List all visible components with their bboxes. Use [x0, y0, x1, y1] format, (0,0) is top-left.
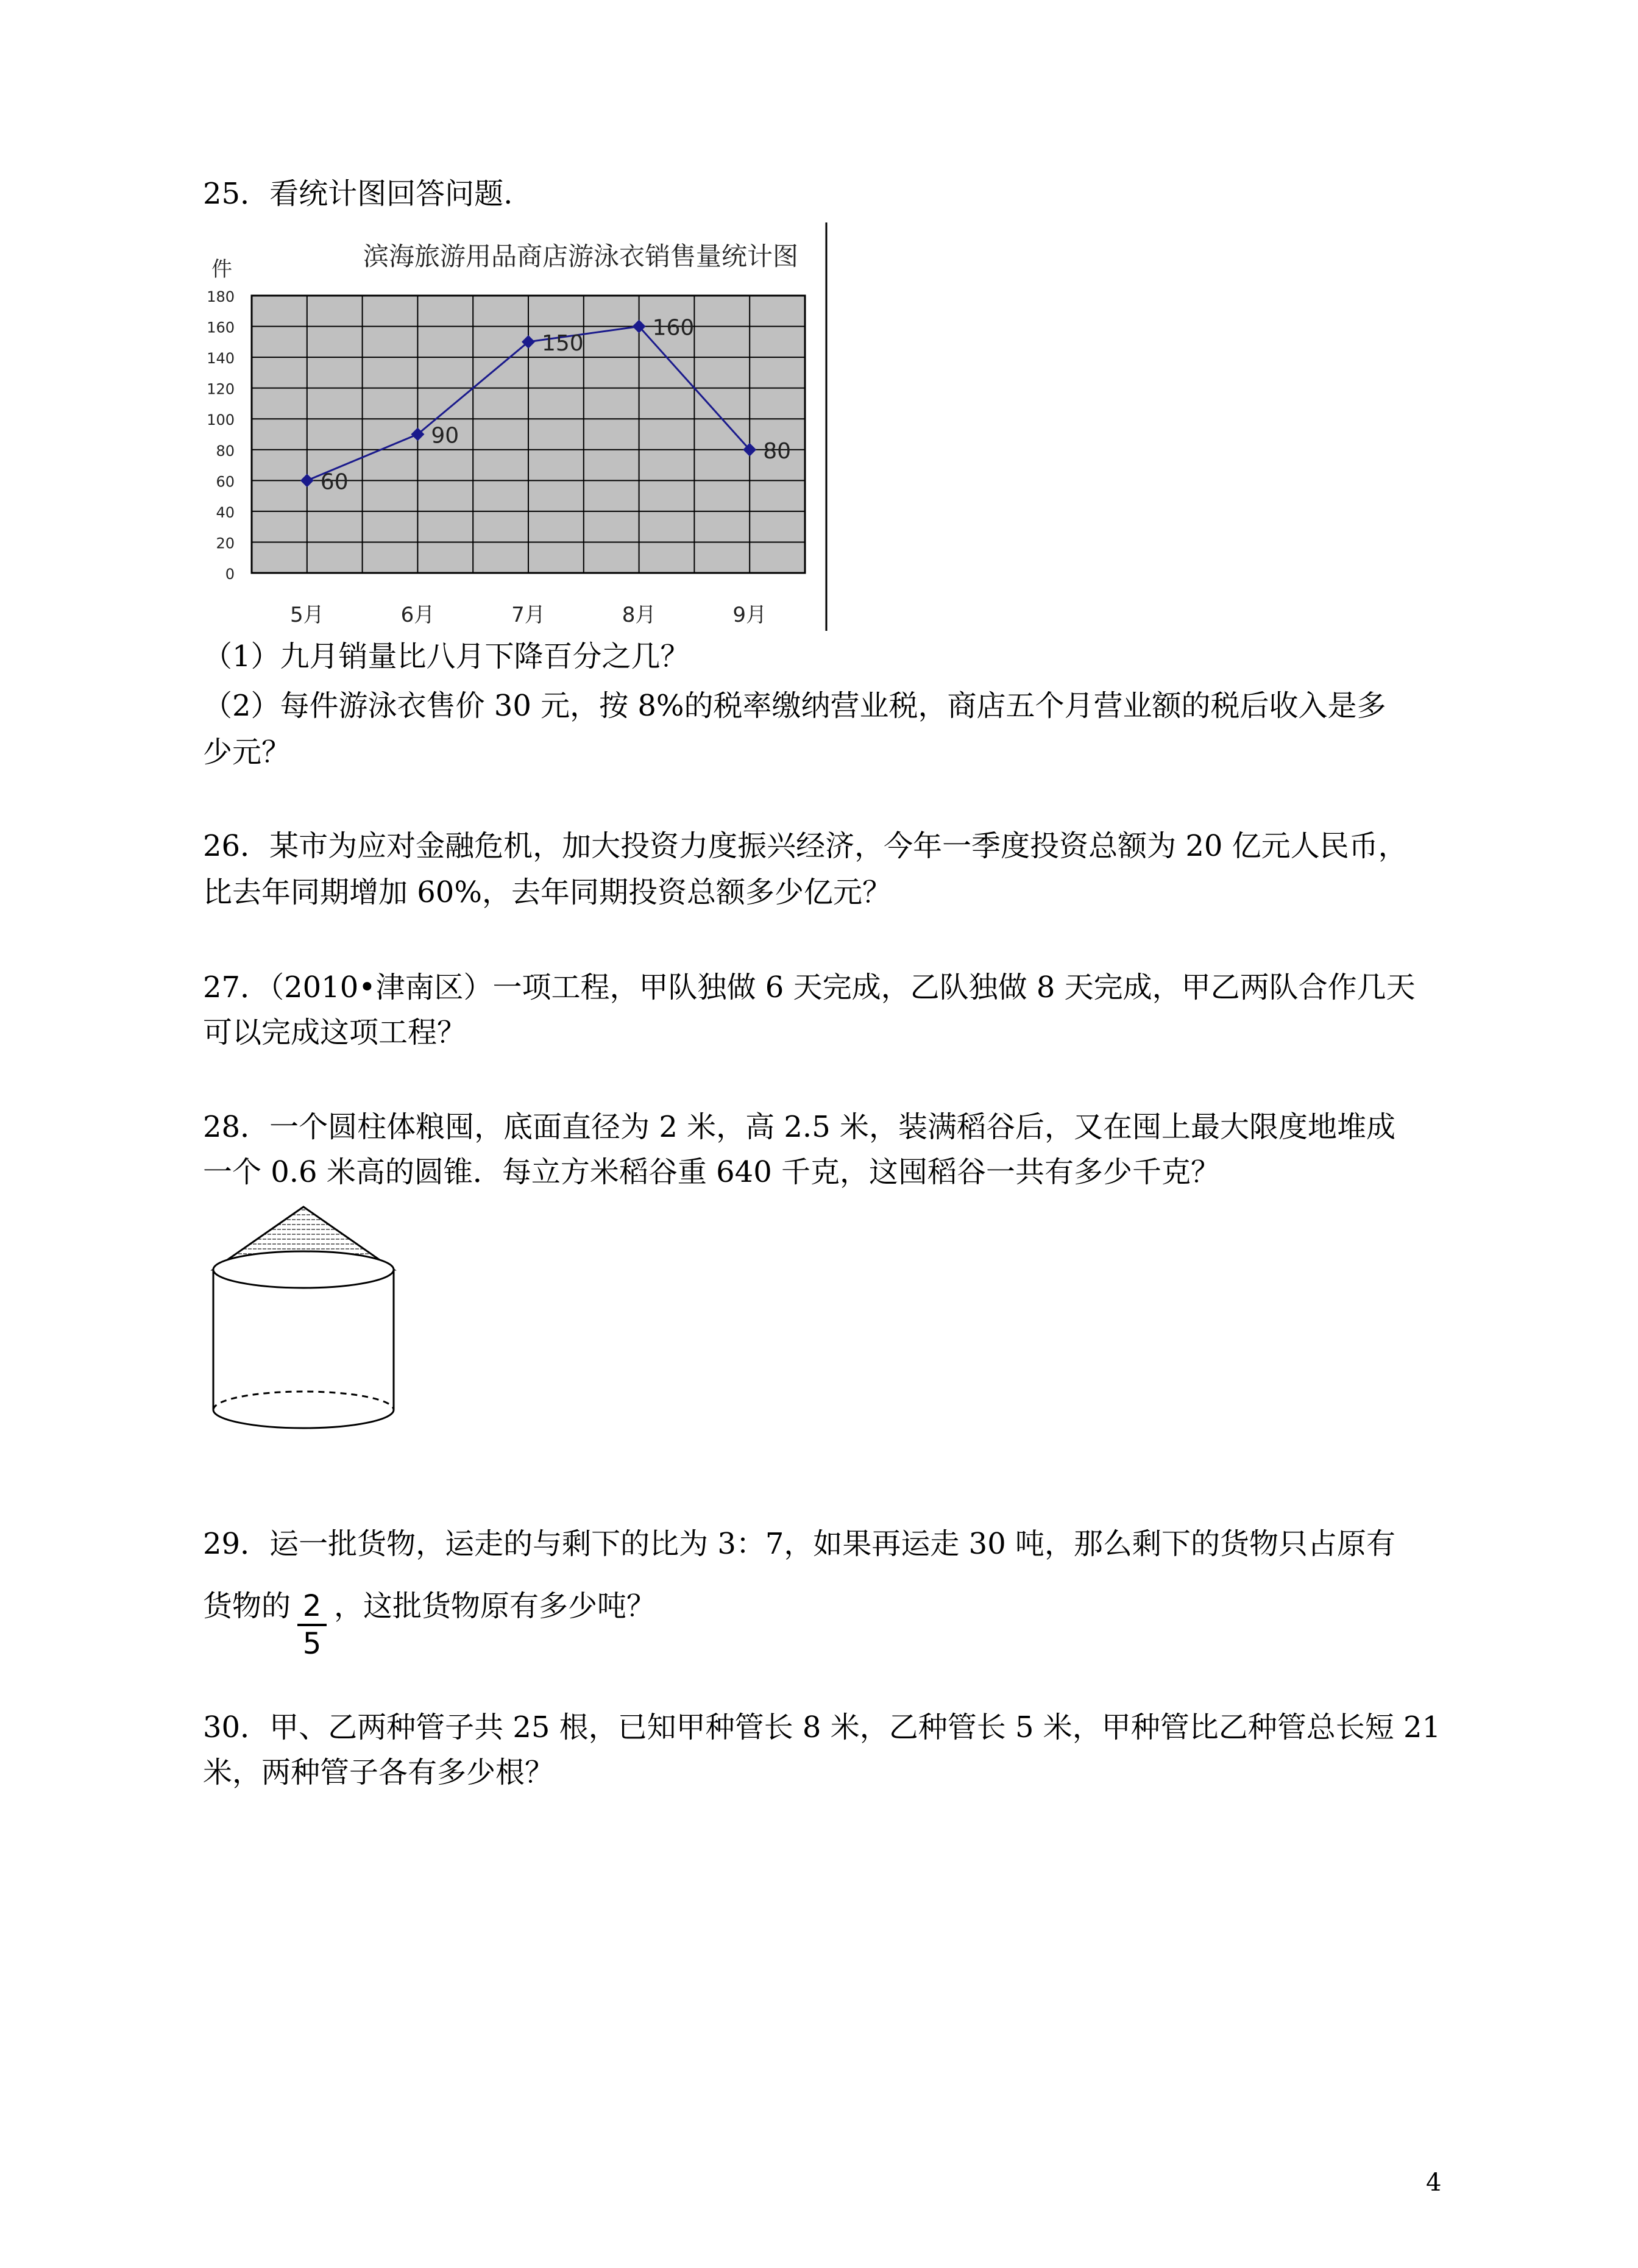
q27-line2: 可以完成这项工程？	[203, 1015, 467, 1050]
q25-sub2-line2: 少元？	[203, 735, 291, 769]
q25-sub2-line1: （2）每件游泳衣售价 30 元，按 8%的税率缴纳营业税，商店五个月营业额的税后收入是多	[203, 689, 1386, 723]
y-tick-label: 120	[207, 380, 235, 398]
y-tick-label: 20	[216, 535, 235, 552]
data-label: 80	[763, 438, 792, 464]
granary-figure	[201, 1198, 408, 1454]
y-tick-label: 80	[216, 442, 235, 460]
cylinder-bottom-back	[213, 1392, 394, 1410]
y-tick-label: 160	[207, 319, 235, 336]
data-label: 90	[431, 423, 459, 449]
q30-line1: 30．甲、乙两种管子共 25 根，已知甲种管长 8 米，乙种管长 5 米，甲种管比乙种管总长短 21	[203, 1710, 1441, 1744]
y-tick-label: 60	[216, 473, 235, 491]
fraction	[295, 1590, 329, 1660]
q29-line2-suffix: ，这批货物原有多少吨？	[334, 1589, 656, 1623]
data-label: 150	[542, 330, 584, 356]
q26-line1: 26．某市为应对金融危机，加大投资力度振兴经济，今年一季度投资总额为 20 亿元人民币，	[203, 829, 1408, 863]
q25-sub1: （1）九月销量比八月下降百分之几？	[203, 639, 690, 674]
x-tick-label: 9月	[732, 603, 767, 627]
y-axis-unit: 件	[211, 257, 232, 282]
fraction-bar	[297, 1624, 327, 1626]
x-tick-label: 6月	[400, 603, 435, 627]
chart-title: 滨海旅游用品商店游泳衣销售量统计图	[363, 241, 799, 271]
x-tick-label: 7月	[511, 603, 545, 627]
q25-heading: 25．看统计图回答问题.	[203, 177, 513, 211]
q27-line1: 27．（2010•津南区）一项工程，甲队独做 6 天完成，乙队独做 8 天完成，甲乙两队合作几天	[203, 970, 1416, 1004]
q28-line2: 一个 0.6 米高的圆锥．每立方米稻谷重 640 千克，这囤稻谷一共有多少千克？	[203, 1155, 1220, 1189]
sales-line-chart	[203, 222, 861, 643]
cylinder-bottom-front	[213, 1410, 394, 1428]
plot-area	[207, 288, 805, 627]
y-tick-label: 40	[216, 503, 235, 521]
q26-line2: 比去年同期增加 60%，去年同期投资总额多少亿元？	[203, 875, 892, 909]
fraction-numerator: 2	[302, 1589, 322, 1623]
y-tick-label: 180	[207, 288, 235, 305]
q29-line2-prefix: 货物的	[203, 1589, 291, 1623]
data-label: 60	[320, 469, 349, 495]
y-tick-label: 100	[207, 411, 235, 429]
page-number: 4	[1426, 2169, 1442, 2197]
q30-line2: 米，两种管子各有多少根？	[203, 1755, 555, 1790]
q29-line1: 29．运一批货物，运走的与剩下的比为 3：7，如果再运走 30 吨，那么剩下的货物只占原有	[203, 1527, 1396, 1561]
x-tick-label: 5月	[289, 603, 324, 627]
y-tick-label: 0	[225, 566, 235, 583]
x-tick-label: 8月	[622, 603, 656, 627]
cylinder-top-ellipse	[213, 1251, 394, 1288]
data-label: 160	[652, 315, 695, 341]
fraction-denominator: 5	[302, 1627, 322, 1661]
q28-line1: 28．一个圆柱体粮囤，底面直径为 2 米，高 2.5 米，装满稻谷后，又在囤上最大限度地堆成	[203, 1110, 1395, 1144]
y-tick-label: 140	[207, 350, 235, 368]
